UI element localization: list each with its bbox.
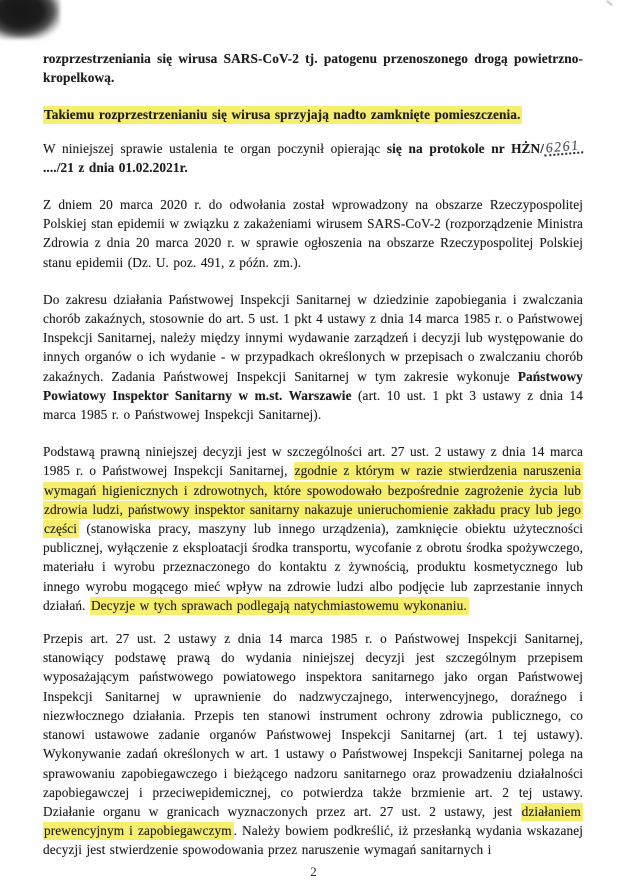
paragraph-state-of-epidemic bbox=[43, 195, 583, 272]
scan-artifact-blob bbox=[0, 0, 60, 39]
scan-artifact-speck bbox=[606, 0, 613, 6]
text-segment: się na protokole nr HŻN/ bbox=[386, 140, 545, 156]
text-segment: (stanowiska pracy, maszyny lub innego urządzenia), zamknięcie obiektu użyteczności publicznej, wyłączenie z eksploatacji środka transportu, wycofanie z obrotu środka spożywczego, materiału i wyrobu przeznaczonego do kontaktu z żywnością, produktu kosmetycznego lub innego wyrobu mogącego mieć wpływ na zdrowie ludzi albo podjęcie lub zaprzestanie innych działań. bbox=[43, 521, 583, 613]
document-body bbox=[43, 49, 583, 878]
page-number: 2 bbox=[310, 864, 317, 879]
paragraph-protocol-reference bbox=[43, 139, 583, 177]
text-segment: Państwowy Powiatowy Inspektor Sanitarny w m.st. Warszawie bbox=[43, 368, 583, 403]
paragraph-legal-basis-art27 bbox=[43, 442, 583, 615]
text-segment: ..../21 z dnia 01.02.2021r. bbox=[43, 159, 188, 175]
highlighted-text: działaniem prewencyjnym i zapobiegawczym bbox=[44, 803, 581, 839]
paragraph-preventive-action bbox=[43, 629, 583, 859]
highlighted-text: Takiemu rozprzestrzenianiu się wirusa sprzyjają nadto zamknięte pomieszczenia. bbox=[44, 107, 521, 123]
text-segment: rozprzestrzeniania się wirusa SARS-CoV-2 tj. patogenu przenoszonego drogą powietrzno-kropelkową. bbox=[43, 51, 583, 86]
paragraph-closed-rooms-highlighted bbox=[43, 105, 583, 124]
text-segment: Przepis art. 27 ust. 2 ustawy z dnia 14 marca 1985 r. o Państwowej Inspekcji Sanitarnej, stanowiący podstawę prawą do wydania niniejszej decyzji jest szczególnym przepisem wyposażającym państwowego powiatowego inspektora sanitarnego jako organ Państwowej Inspekcji Sanitarnej w uprawnienie do nadzwyczajnego, interwencyjnego, doraźnego i niezwłocznego działania. Przepis ten stanowi instrument ochrony zdrowia publicznego, co stanowi ustawowe zadanie organów Państwowej Inspekcji Sanitarnej (art. 1 tej ustawy). Wykonywanie zadań określonych w art. 1 ustawy o Państwowej Inspekcji Sanitarnej polega na sprawowaniu zapobiegawczego i bieżącego nadzoru sanitarnego oraz prowadzeniu działalności zapobiegawczej i przeciwepidemicznej, co potwierdza także brzmienie art. 2 tej ustawy. Działanie organu w granicach wyznaczonych przez art. 27 ust. 2 ustawy, jest bbox=[43, 631, 583, 819]
text-segment: Do zakresu działania Państwowej Inspekcji Sanitarnej w dziedzinie zapobiegania i zwalczania chorób zakaźnych, stosownie do art. 5 ust. 1 pkt 4 ustawy z dnia 14 marca 1985 r. o Państwowej Inspekcji Sanitarnej, należy między innymi wydawanie zarządzeń i decyzji lub występowanie do innych organów o ich wydanie - w przypadkach określonych w przepisach o zwalczaniu chorób zakaźnych. Zadania Państwowej Inspekcji Sanitarnej w tym zakresie wykonuje bbox=[43, 291, 583, 384]
text-segment: Z dniem 20 marca 2020 r. do odwołania został wprowadzony na obszarze Rzeczypospolitej Polskiej stan epidemii w związku z zakażeniami wirusem SARS-CoV-2 (rozporządzenie Ministra Zdrowia z dnia 20 marca 2020 r. w sprawie ogłoszenia na obszarze Rzeczypospolitej Polskiej stanu epidemii (Dz. U. poz. 491, z późn. zm.). bbox=[43, 197, 583, 270]
text-segment: W niniejszej sprawie ustalenia te organ poczynił opierając bbox=[43, 140, 387, 156]
highlighted-text: Decyzje w tych sprawach podlegają natychmiastowemu wykonaniu. bbox=[90, 597, 467, 613]
text-segment: (art. 10 ust. 1 pkt 3 ustawy z dnia 14 marca 1985 r. o Państwowej Inspekcji Sanitarnej). bbox=[43, 387, 583, 423]
text-segment: . Należy bowiem podkreślić, iż przesłanką wydania wskazanej decyzji jest stwierdzenie spowodowania przez naruszenie wymagań sanitarnych i bbox=[43, 823, 583, 858]
handwritten-protocol-number: 6261 bbox=[543, 141, 583, 156]
highlighted-text: zgodnie z którym w razie stwierdzenia naruszenia wymagań higienicznych i zdrowotnych, które spowodowało bezpośrednie zagrożenie życia lub zdrowia ludzi, państwowy inspektor sanitarny nakazuje unieruchomienie zakładu pracy lub jego części bbox=[44, 463, 581, 537]
paragraph-sanitary-inspection-scope bbox=[43, 290, 583, 424]
text-segment: Podstawą prawną niniejszej decyzji jest w szczególności art. 27 ust. 2 ustawy z dnia 14 marca 1985 r. o Państwowej Inspekcji Sanitarnej, bbox=[43, 444, 583, 479]
paragraph-virus-spread bbox=[43, 49, 583, 87]
